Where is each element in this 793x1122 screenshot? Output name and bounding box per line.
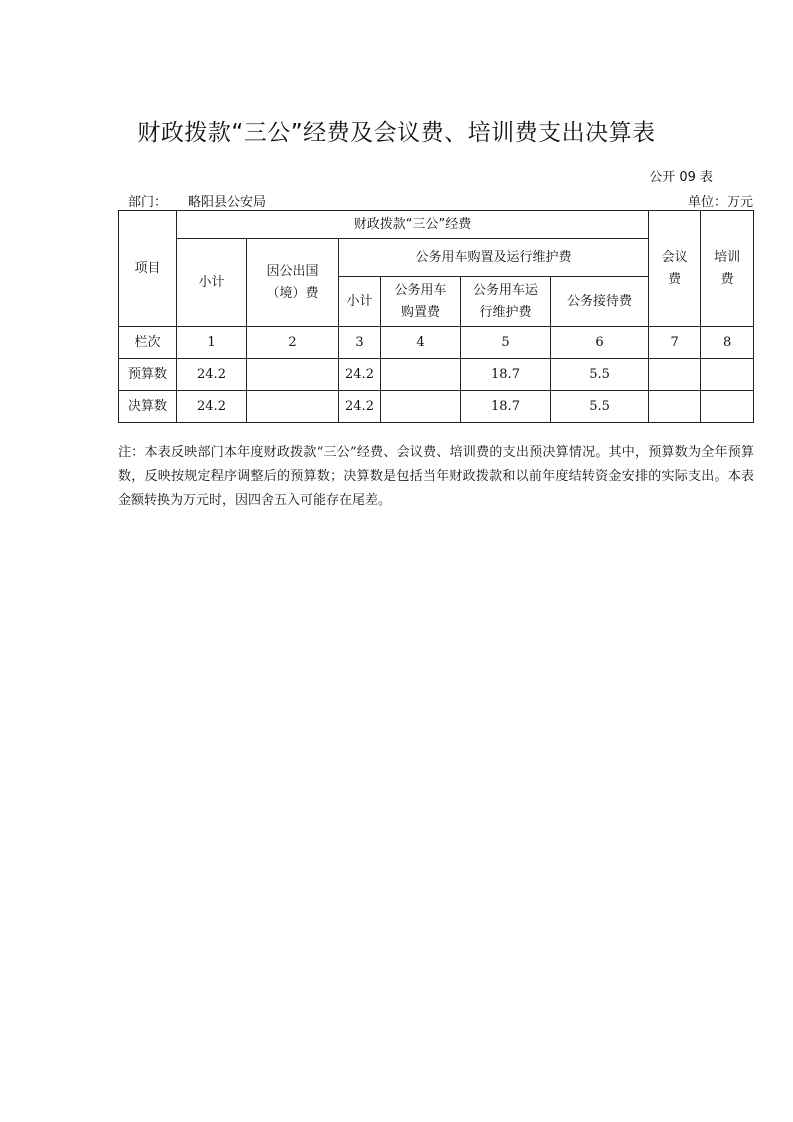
cell-value: 18.7 xyxy=(461,359,551,391)
row-label: 栏次 xyxy=(119,327,177,359)
row-label: 预算数 xyxy=(119,359,177,391)
col-number: 7 xyxy=(649,327,701,359)
header-vehicle-purchase-text: 公务用车购置费 xyxy=(394,282,447,320)
footnote: 注：本表反映部门本年度财政拨款“三公”经费、会议费、培训费的支出预决算情况。其中，预算数为全年预算数，反映按规定程序调整后的预算数；决算数是包括当年财政拨款和以前年度结转资金安排的实际支出。本表金额转换为万元时，因四舍五入可能存在尾差。 xyxy=(118,445,754,508)
cell-value: 24.2 xyxy=(339,391,381,423)
header-item: 项目 xyxy=(119,211,177,327)
cell-value xyxy=(247,359,339,391)
cell-value: 24.2 xyxy=(177,359,247,391)
cell-value: 5.5 xyxy=(551,391,649,423)
header-subtotal: 小计 xyxy=(177,239,247,327)
header-sangong: 财政拨款“三公”经费 xyxy=(177,211,649,239)
cell-value xyxy=(381,391,461,423)
expenditure-table xyxy=(118,210,754,423)
col-number: 2 xyxy=(247,327,339,359)
header-vehicle-operation-text: 公务用车运行维护费 xyxy=(472,282,538,320)
header-vehicle-purchase xyxy=(381,277,461,327)
header-abroad xyxy=(247,239,339,327)
col-number: 6 xyxy=(551,327,649,359)
cell-value xyxy=(381,359,461,391)
unit-label: 单位：万元 xyxy=(687,195,753,210)
col-number: 5 xyxy=(461,327,551,359)
cell-value: 5.5 xyxy=(551,359,649,391)
header-vehicle-operation xyxy=(461,277,551,327)
cell-value: 18.7 xyxy=(461,391,551,423)
col-number: 4 xyxy=(381,327,461,359)
table-row xyxy=(119,359,754,391)
header-meeting-text: 会议费 xyxy=(661,249,688,287)
table-row xyxy=(119,327,754,359)
table-row xyxy=(119,391,754,423)
header-meeting xyxy=(649,211,701,327)
header-training-text: 培训费 xyxy=(714,249,741,287)
header-reception: 公务接待费 xyxy=(551,277,649,327)
header-vehicle-subtotal: 小计 xyxy=(339,277,381,327)
cell-value xyxy=(649,359,701,391)
page-title: 财政拨款“三公”经费及会议费、培训费支出决算表 xyxy=(137,120,656,146)
header-abroad-text: 因公出国（境）费 xyxy=(266,263,319,301)
row-label: 决算数 xyxy=(119,391,177,423)
col-number: 8 xyxy=(701,327,754,359)
cell-value: 24.2 xyxy=(339,359,381,391)
col-number: 1 xyxy=(177,327,247,359)
department-label: 部门： xyxy=(128,195,168,210)
form-number: 公开 09 表 xyxy=(649,170,713,185)
header-training xyxy=(701,211,754,327)
cell-value xyxy=(701,359,754,391)
cell-value xyxy=(701,391,754,423)
cell-value xyxy=(247,391,339,423)
cell-value: 24.2 xyxy=(177,391,247,423)
cell-value xyxy=(649,391,701,423)
department-value: 略阳县公安局 xyxy=(188,195,267,210)
col-number: 3 xyxy=(339,327,381,359)
header-vehicle: 公务用车购置及运行维护费 xyxy=(339,239,649,277)
